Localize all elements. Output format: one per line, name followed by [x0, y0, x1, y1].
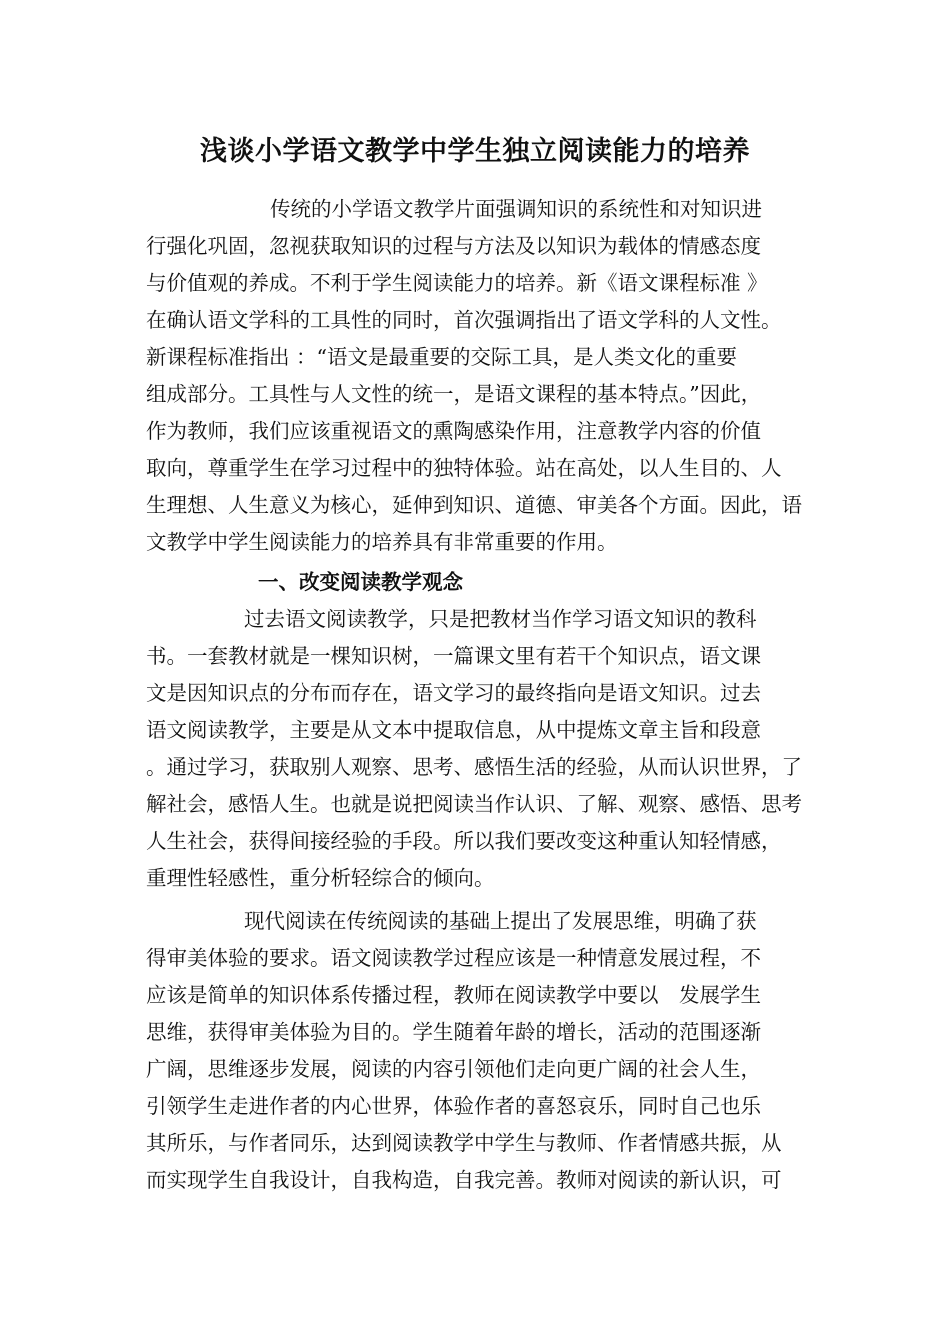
paragraph-intro: [146, 191, 822, 561]
paragraph-line: 组成部分。工具性与人文性的统一，是语文课程的基本特点。”因此，: [146, 382, 762, 406]
paragraph-line: 。通过学习，获取别人观察、思考、感悟生活的经验，从而认识世界，了: [146, 755, 802, 779]
paragraph-line: 在确认语文学科的工具性的同时，首次强调指出了语文学科的人文性。: [146, 308, 782, 332]
paragraph-line: 重理性轻感性，重分析轻综合的倾向。: [146, 866, 495, 890]
paragraph-line: 语文阅读教学，主要是从文本中提取信息，从中提炼文章主旨和段意: [146, 718, 761, 742]
paragraph-line: 而实现学生自我设计，自我构造，自我完善。教师对阅读的新认识，可: [146, 1168, 782, 1192]
paragraph-line: 行强化巩固，忽视获取知识的过程与方法及以知识为载体的情感态度: [146, 234, 761, 258]
paragraph-line: 新课程标准指出 ：“语文是最重要的交际工具，是人类文化的重要: [146, 345, 737, 369]
paragraph-line: 现代阅读在传统阅读的基础上提出了发展思维，明确了获: [244, 909, 757, 933]
paragraph-line: 得审美体验的要求。语文阅读教学过程应该是一种情意发展过程，不: [146, 946, 761, 970]
paragraph-line: 传统的小学语文教学片面强调知识的系统性和对知识进: [270, 197, 762, 221]
paragraph-line: 其所乐，与作者同乐，达到阅读教学中学生与教师、作者情感共振，从: [146, 1131, 782, 1155]
paragraph-line: 文是因知识点的分布而存在，语文学习的最终指向是语文知识。过去: [146, 681, 761, 705]
paragraph-line: 作为教师，我们应该重视语文的熏陶感染作用，注意教学内容的价值: [146, 419, 761, 443]
page-title: 浅谈小学语文教学中学生独立阅读能力的培养: [200, 136, 750, 167]
paragraph-modern-reading: [146, 903, 822, 1199]
paragraph-line: 人生社会，获得间接经验的手段。所以我们要改变这种重认知轻情感，: [146, 829, 782, 853]
paragraph-line: 过去语文阅读教学，只是把教材当作学习语文知识的教科: [244, 607, 757, 631]
paragraph-past-reading: [146, 601, 822, 897]
paragraph-line: 文教学中学生阅读能力的培养具有非常重要的作用。: [146, 530, 618, 554]
paragraph-line: 引领学生走进作者的内心世界，体验作者的喜怒哀乐，同时自己也乐: [146, 1094, 761, 1118]
section-heading: 一、改变阅读教学观念: [258, 570, 463, 594]
paragraph-line: 与价值观的养成。不利于学生阅读能力的培养。新《语文课程标准 》: [146, 271, 768, 295]
paragraph-line: 生理想、人生意义为核心，延伸到知识、道德、审美各个方面。因此，语: [146, 493, 802, 517]
paragraph-line: 应该是简单的知识体系传播过程，教师在阅读教学中要以 发展学生: [146, 983, 761, 1007]
paragraph-line: 解社会，感悟人生。也就是说把阅读当作认识、了解、观察、感悟、思考: [146, 792, 802, 816]
paragraph-line: 书。一套教材就是一棵知识树，一篇课文里有若干个知识点，语文课: [146, 644, 761, 668]
paragraph-line: 广阔，思维逐步发展，阅读的内容引领他们走向更广阔的社会人生，: [146, 1057, 761, 1081]
paragraph-line: 取向，尊重学生在学习过程中的独特体验。站在高处，以人生目的、人: [146, 456, 782, 480]
paragraph-line: 思维，获得审美体验为目的。学生随着年龄的增长，活动的范围逐渐: [146, 1020, 761, 1044]
